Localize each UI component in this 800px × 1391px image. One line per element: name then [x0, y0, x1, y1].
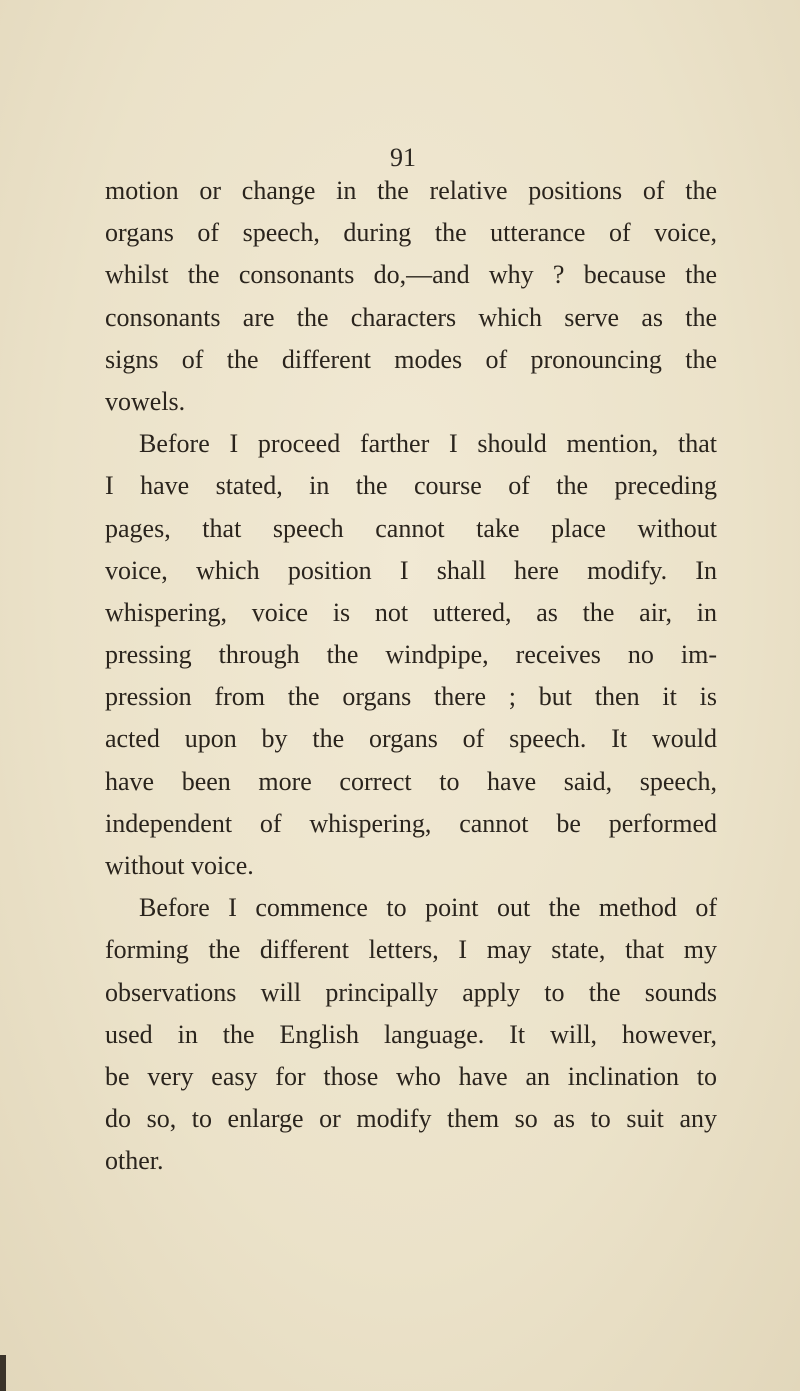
text-line: whispering, voice is not uttered, as the air, in — [105, 597, 717, 627]
text-line: pressing through the windpipe, receives no im- — [105, 640, 717, 670]
text-line: I have stated, in the course of the preceding — [105, 471, 717, 501]
text-line: vowels. — [105, 386, 186, 416]
text-line: acted upon by the organs of speech. It would — [105, 724, 717, 754]
text-line: observations will principally apply to the sounds — [105, 977, 717, 1007]
text-line: organs of speech, during the utterance of voice, — [105, 218, 717, 248]
body-text — [105, 170, 717, 1183]
text-line: signs of the different modes of pronouncing the — [105, 344, 717, 374]
text-line: whilst the consonants do,—and why ? because the — [105, 260, 717, 290]
text-line: pression from the organs there ; but then it is — [105, 682, 717, 712]
text-line: be very easy for those who have an inclination to — [105, 1061, 717, 1091]
text-line: do so, to enlarge or modify them so as to suit any — [105, 1104, 717, 1134]
text-line: Before I proceed farther I should mention, that — [139, 429, 717, 459]
text-line: forming the different letters, I may state, that my — [105, 935, 717, 965]
text-line: other. — [105, 1146, 164, 1176]
text-line: consonants are the characters which serve as the — [105, 302, 717, 332]
text-line: have been more correct to have said, speech, — [105, 766, 717, 796]
text-line: used in the English language. It will, however, — [105, 1019, 717, 1049]
text-line: independent of whispering, cannot be performed — [105, 808, 717, 838]
text-line: Before I commence to point out the method of — [139, 893, 717, 923]
text-line: voice, which position I shall here modify. In — [105, 555, 717, 585]
text-line: motion or change in the relative positions of the — [105, 176, 717, 205]
text-line: pages, that speech cannot take place without — [105, 513, 717, 543]
text-line: without voice. — [105, 851, 254, 880]
page-number: 91 — [390, 143, 416, 172]
page-edge-mark — [0, 1355, 6, 1391]
